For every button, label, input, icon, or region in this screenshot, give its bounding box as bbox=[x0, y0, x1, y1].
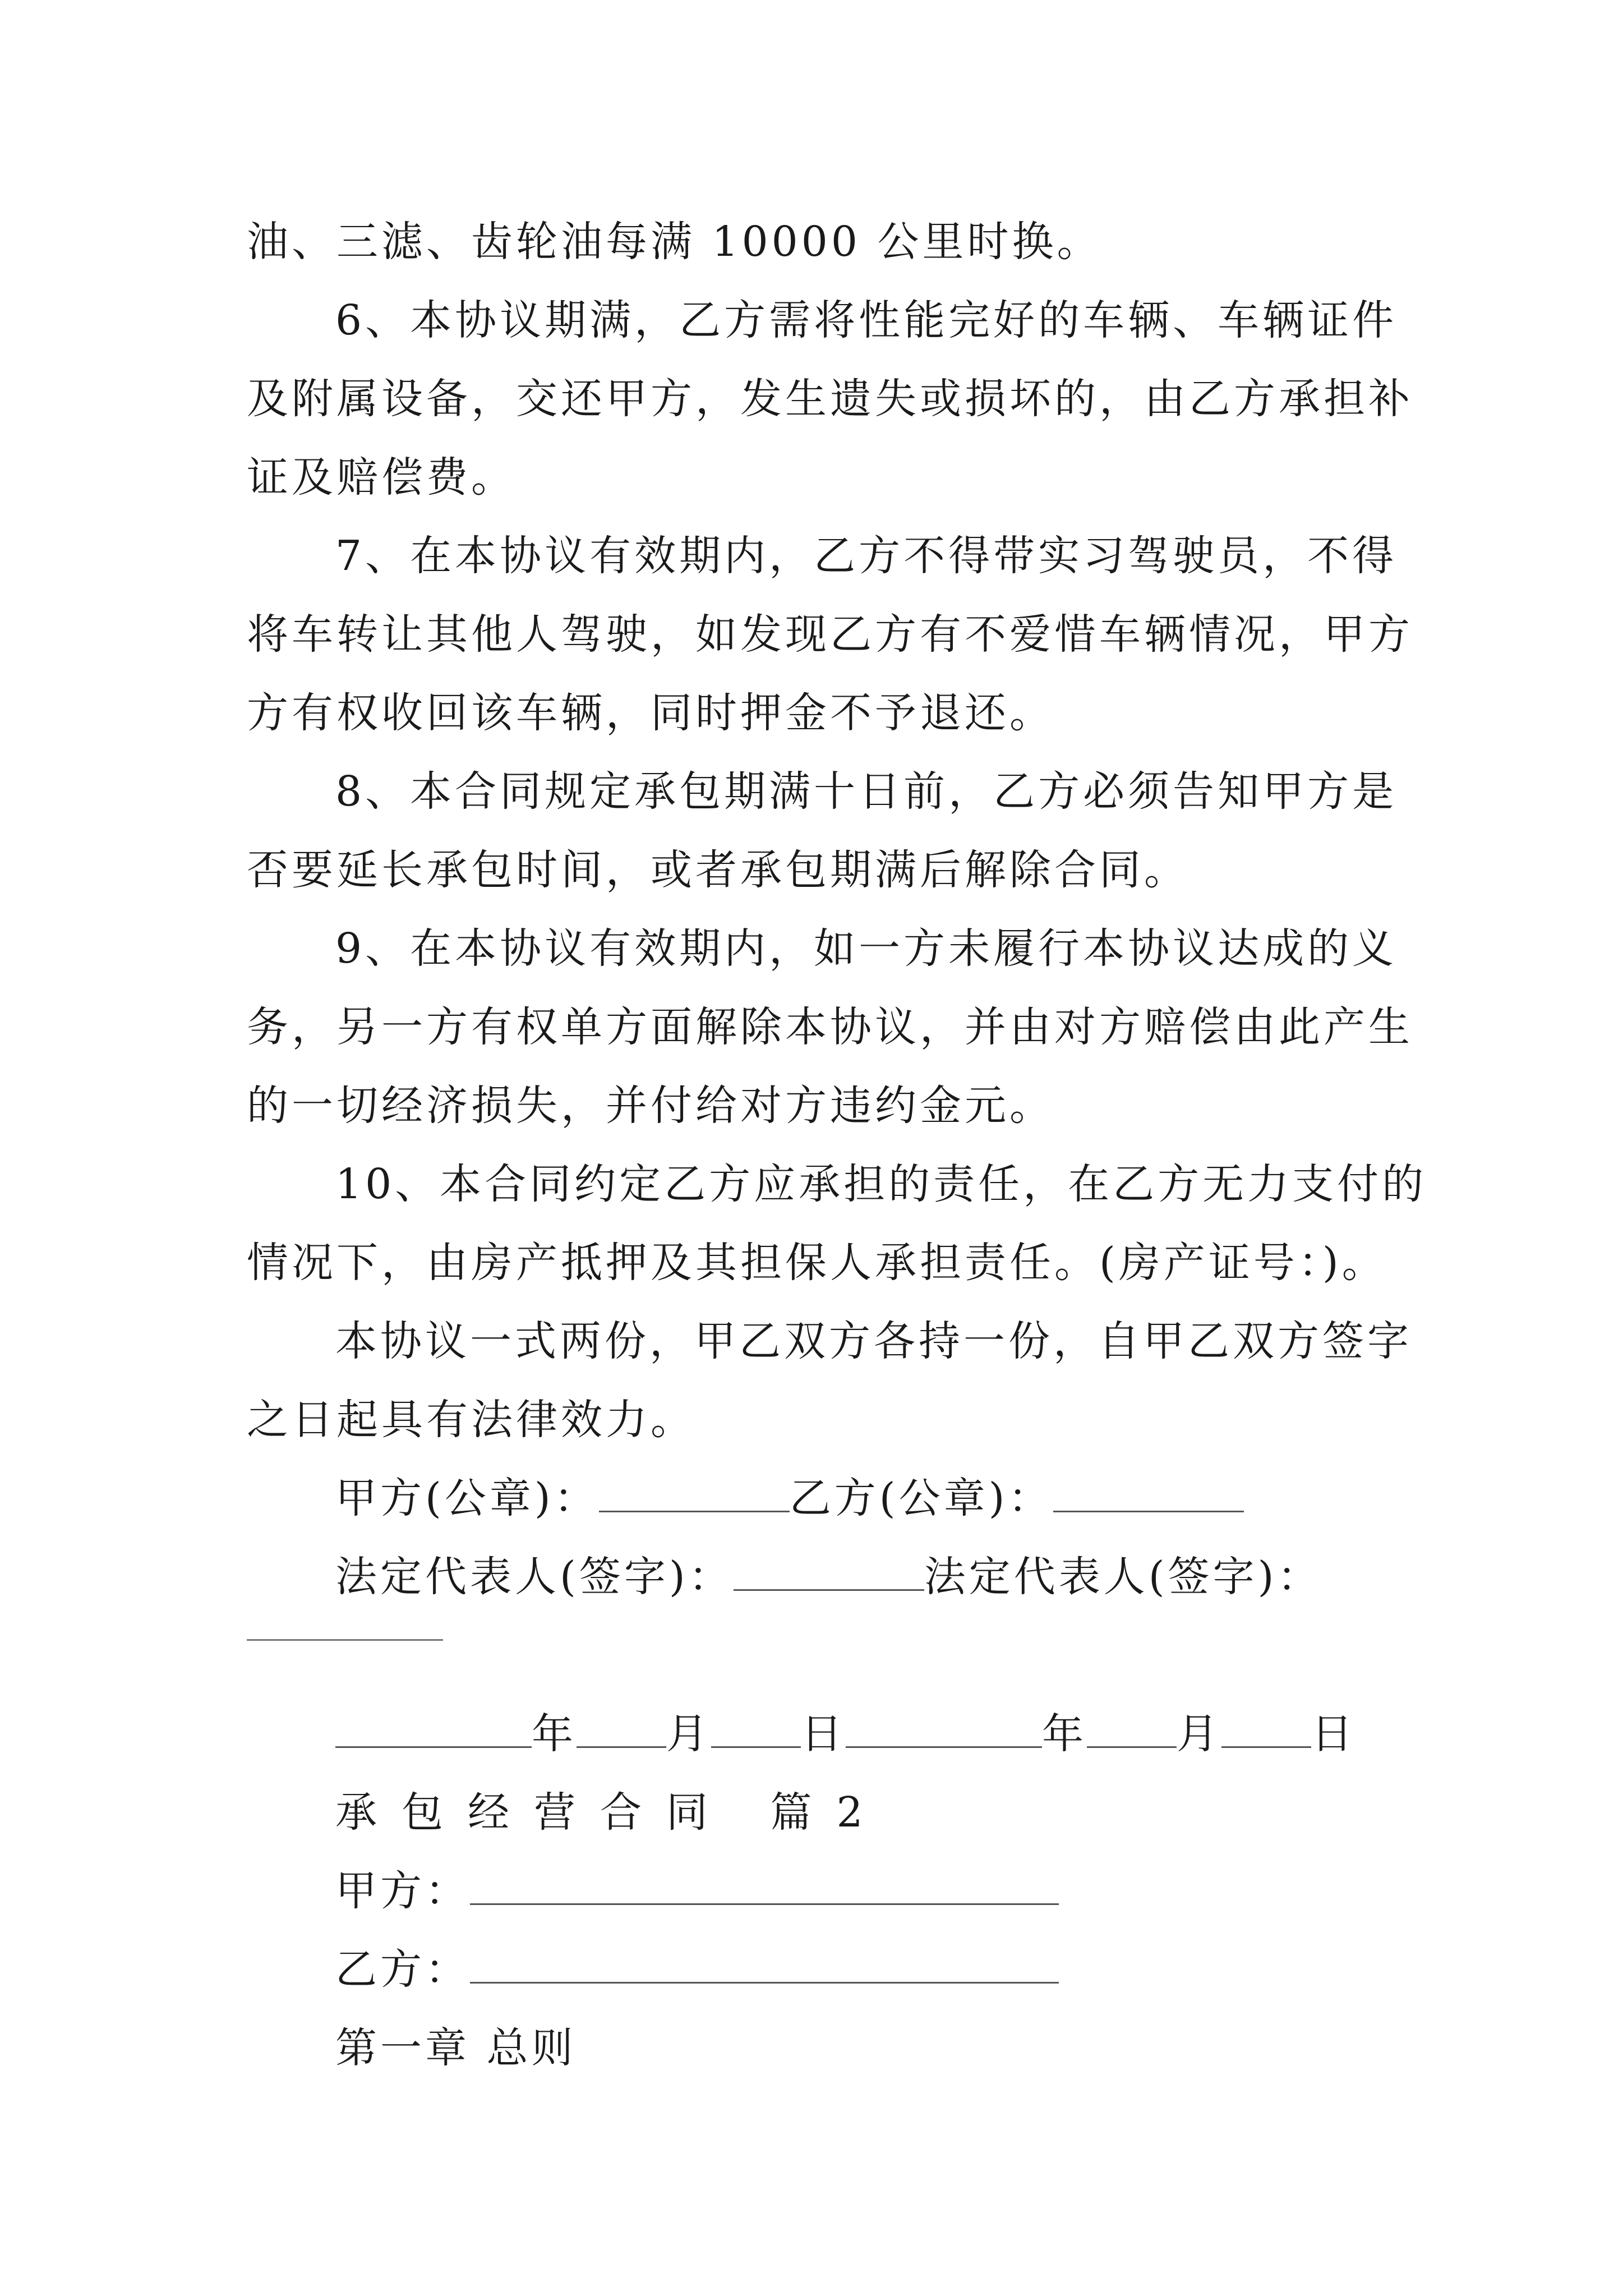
legal-rep-a-label: 法定代表人(签字)： bbox=[335, 1553, 734, 1601]
paragraph-line: 10、本合同约定乙方应承担的责任，在乙方无力支付的 bbox=[335, 1160, 1427, 1208]
legal-rep-a-blank bbox=[734, 1550, 924, 1591]
day-a-blank bbox=[711, 1707, 801, 1748]
month-a-blank bbox=[577, 1707, 666, 1748]
month-b-blank bbox=[1087, 1707, 1177, 1748]
paragraph-line: 方有权收回该车辆，同时押金不予退还。 bbox=[247, 689, 1054, 737]
month-a-label: 月 bbox=[666, 1710, 711, 1758]
party-a-seal-label: 甲方(公章)： bbox=[335, 1474, 599, 1522]
paragraph-line: 油、三滤、齿轮油每满 10000 公里时换。 bbox=[247, 218, 1102, 266]
day-a-label: 日 bbox=[801, 1710, 846, 1758]
day-b-blank bbox=[1221, 1707, 1311, 1748]
legal-rep-b-label: 法定代表人(签字)： bbox=[924, 1553, 1322, 1601]
paragraph-line: 的一切经济损失，并付给对方违约金元。 bbox=[247, 1082, 1054, 1130]
paragraph-line: 9、在本协议有效期内，如一方未履行本协议达成的义 bbox=[335, 924, 1398, 973]
paragraph-line: 7、在本协议有效期内，乙方不得带实习驾驶员，不得 bbox=[335, 532, 1398, 580]
party-a-line bbox=[335, 1858, 1059, 1917]
party-b-line bbox=[335, 1936, 1059, 1996]
paragraph-line: 否要延长承包时间，或者承包期满后解除合同。 bbox=[247, 846, 1189, 894]
party-b-seal-label: 乙方(公章)： bbox=[789, 1474, 1053, 1522]
paragraph-line: 本协议一式两份，甲乙双方各持一份，自甲乙双方签字 bbox=[335, 1317, 1412, 1365]
paragraph-line: 将车转让其他人驾驶，如发现乙方有不爱惜车辆情况，甲方 bbox=[247, 610, 1413, 659]
month-b-label: 月 bbox=[1177, 1710, 1221, 1758]
signature-line-seal bbox=[335, 1465, 1244, 1525]
party-b-label: 乙方： bbox=[335, 1945, 470, 1994]
paragraph-line: 8、本合同规定承包期满十日前，乙方必须告知甲方是 bbox=[335, 767, 1398, 816]
paragraph-line: 情况下，由房产抵押及其担保人承担责任。(房产证号：)。 bbox=[247, 1239, 1387, 1287]
party-b-seal-blank bbox=[1053, 1471, 1244, 1512]
party-a-label: 甲方： bbox=[335, 1867, 470, 1915]
contract-2-title: 承包经营合同 篇2 bbox=[335, 1788, 888, 1837]
year-a-label: 年 bbox=[532, 1710, 577, 1758]
day-b-label: 日 bbox=[1311, 1710, 1356, 1758]
date-line bbox=[335, 1701, 1356, 1760]
chapter-1-heading: 第一章 总则 bbox=[335, 2024, 577, 2072]
year-b-blank bbox=[846, 1707, 1042, 1748]
party-b-blank bbox=[470, 1943, 1059, 1984]
paragraph-line: 证及赔偿费。 bbox=[247, 453, 516, 501]
legal-rep-b-blank bbox=[247, 1639, 443, 1641]
year-a-blank bbox=[335, 1707, 532, 1748]
signature-line-legal-rep bbox=[335, 1544, 1322, 1603]
party-a-blank bbox=[470, 1864, 1059, 1905]
year-b-label: 年 bbox=[1042, 1710, 1087, 1758]
paragraph-line: 之日起具有法律效力。 bbox=[247, 1396, 695, 1444]
party-a-seal-blank bbox=[599, 1471, 790, 1512]
paragraph-line: 及附属设备，交还甲方，发生遗失或损坏的，由乙方承担补 bbox=[247, 375, 1413, 423]
paragraph-line: 务，另一方有权单方面解除本协议，并由对方赔偿由此产生 bbox=[247, 1003, 1413, 1051]
paragraph-line: 6、本协议期满，乙方需将性能完好的车辆、车辆证件 bbox=[335, 296, 1398, 344]
